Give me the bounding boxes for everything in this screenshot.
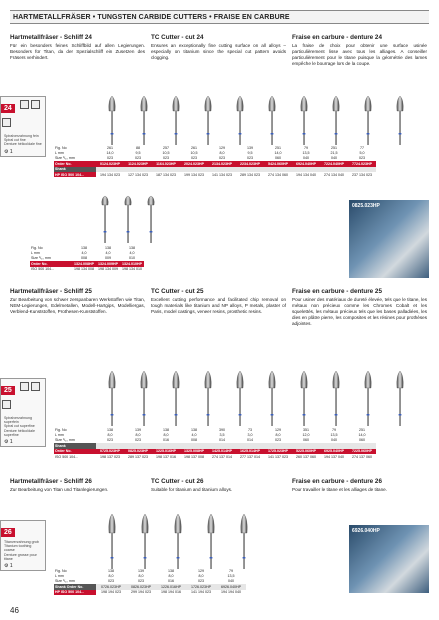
en-title: TC Cutter - cut 25 bbox=[151, 288, 204, 295]
row-label: HP ISO 500 104... bbox=[54, 172, 96, 177]
table-cell: 7225.060HP bbox=[348, 449, 376, 454]
spec-table-26 bbox=[54, 568, 246, 595]
table-cell: 138 bbox=[168, 568, 174, 573]
table-row bbox=[54, 449, 376, 454]
table-cell: 023 bbox=[107, 438, 113, 443]
bur-image bbox=[267, 95, 277, 145]
table-cell: 3,0 bbox=[247, 433, 253, 438]
table-cell: 023 bbox=[138, 579, 144, 584]
bur-image bbox=[239, 513, 249, 569]
table-cell: 060 bbox=[303, 438, 309, 443]
row-label: Shank Order No. bbox=[54, 584, 96, 589]
page-number: 46 bbox=[10, 606, 19, 615]
table-cell: 187 134 023 bbox=[156, 172, 176, 177]
spec-table-24-small bbox=[30, 245, 144, 272]
table-cell: 88 bbox=[136, 145, 140, 150]
table-cell: 023 bbox=[108, 579, 114, 584]
cut-badge: 24 bbox=[1, 104, 15, 113]
table-cell: 141 137 023 bbox=[268, 454, 288, 459]
table-cell: 260 137 060 bbox=[296, 454, 316, 459]
row-label: Shank bbox=[54, 167, 96, 172]
bur-image bbox=[171, 95, 181, 145]
row-label: Size ¹/₁₀ mm bbox=[55, 579, 75, 584]
table-cell: 1124.023HP bbox=[124, 161, 152, 166]
de-title: Hartmetallfräser - Schliff 25 bbox=[10, 288, 92, 295]
table-cell: 6924.040HP bbox=[292, 161, 320, 166]
table-cell: 6926.040HP bbox=[216, 584, 246, 589]
table-cell: 016 bbox=[163, 438, 169, 443]
bur-image bbox=[206, 513, 216, 569]
table-cell: 129 bbox=[219, 145, 225, 150]
table-cell: 1324.009HP bbox=[96, 261, 120, 266]
bur-image bbox=[299, 370, 309, 426]
table-cell: 0826.023HP bbox=[126, 584, 156, 589]
table-cell: 198 134 010 bbox=[122, 267, 142, 272]
bur-image bbox=[100, 195, 110, 243]
cut-info-box-24 bbox=[0, 96, 46, 157]
row-label: Order No. bbox=[54, 449, 96, 454]
table-cell: 13,5 bbox=[302, 151, 310, 156]
table-cell: 289 137 023 bbox=[128, 454, 148, 459]
row-label: Order No. bbox=[30, 261, 72, 266]
row-label: Order No. bbox=[54, 161, 96, 166]
table-cell: 1324.010HP bbox=[120, 261, 144, 266]
table-cell: 289 134 023 bbox=[240, 172, 260, 177]
table-cell: 79 bbox=[304, 145, 308, 150]
row-label: HP ISO 500 104... bbox=[54, 590, 96, 595]
table-cell: 194 134 040 bbox=[296, 172, 316, 177]
bur-image bbox=[235, 370, 245, 426]
spec-table-24 bbox=[54, 145, 376, 177]
bur-image bbox=[267, 370, 277, 426]
table-cell: 198 137 008 bbox=[184, 454, 204, 459]
table-cell: 198 134 008 bbox=[74, 267, 94, 272]
bur-image bbox=[123, 195, 133, 243]
table-cell: 008 bbox=[81, 256, 87, 261]
table-cell: 1226.016HP bbox=[156, 584, 186, 589]
table-cell: 5225.060HP bbox=[292, 449, 320, 454]
de-text: Für ein besonders feines Schliffbild auf allen Legierungen. Besonders für Titan, da der Spezialschliff ein Zusetzen des Fräsers verhindert. bbox=[10, 43, 145, 60]
table-cell: 1325.008HP bbox=[180, 449, 208, 454]
table-cell: 1225.016HP bbox=[152, 449, 180, 454]
table-cell: 274 137 014 bbox=[212, 454, 232, 459]
table-cell: 261 bbox=[191, 145, 197, 150]
table-cell: 138 bbox=[107, 427, 113, 432]
cut-info-box-26 bbox=[0, 520, 46, 571]
table-cell: 0825.023HP bbox=[124, 449, 152, 454]
material-icon bbox=[20, 100, 29, 109]
table-cell: 237 134 023 bbox=[352, 172, 372, 177]
bur-image bbox=[146, 195, 156, 243]
row-label: Fig. No bbox=[55, 427, 67, 432]
cut-description: Spiralverzahnung fein Spiral cut fine Denture hélicoïdale fine bbox=[4, 134, 42, 147]
table-cell: 251 bbox=[275, 145, 281, 150]
table-cell: 8,0 bbox=[163, 433, 169, 438]
table-cell: 274 134 060 bbox=[268, 172, 288, 177]
section-cut-25 bbox=[10, 288, 429, 327]
table-cell: 016 bbox=[168, 579, 174, 584]
material-icon bbox=[31, 100, 40, 109]
table-cell: 351 bbox=[303, 427, 309, 432]
table-cell: 023 bbox=[107, 156, 113, 161]
row-label: Size ¹/₁₀ mm bbox=[55, 438, 75, 443]
table-cell: 8,0 bbox=[275, 433, 281, 438]
table-cell: 198 134 009 bbox=[98, 267, 118, 272]
table-cell: 257 bbox=[163, 145, 169, 150]
table-row bbox=[54, 454, 376, 459]
table-cell: 9,5 bbox=[135, 151, 141, 156]
speed-symbol: ⚙ 1 bbox=[4, 148, 13, 155]
bur-image bbox=[203, 95, 213, 145]
material-icon bbox=[31, 382, 40, 391]
table-cell: 251 bbox=[331, 145, 337, 150]
cut-badge: 25 bbox=[1, 386, 15, 395]
table-cell: 7724.023HP bbox=[348, 161, 376, 166]
speed-symbol: ⚙ 1 bbox=[4, 439, 13, 446]
table-cell: 010 bbox=[129, 256, 135, 261]
table-cell: 138 bbox=[163, 427, 169, 432]
table-cell: 138 bbox=[105, 245, 111, 250]
table-cell: 040 bbox=[331, 156, 337, 161]
table-cell: 199 134 023 bbox=[184, 172, 204, 177]
table-cell: 10,5 bbox=[162, 151, 170, 156]
table-cell: 0725.023HP bbox=[96, 449, 124, 454]
table-cell: 0726.023HP bbox=[96, 584, 126, 589]
bur-image bbox=[331, 95, 341, 145]
table-cell: 023 bbox=[198, 579, 204, 584]
table-cell: 139 bbox=[247, 145, 253, 150]
de-text: Zur Bearbeitung von schwer zerspanbaren Werkstoffen wie Titan, NEM-Legierungen, Edelmetallen, Modell-Hartgips, Modelliergas, Verblend-Kunststoffen, Prothesen-Kunststoffen. bbox=[10, 297, 145, 314]
table-cell: 138 bbox=[129, 245, 135, 250]
table-cell: 023 bbox=[247, 156, 253, 161]
en-text: Suitable for titanium and titanium alloys. bbox=[151, 487, 233, 492]
table-cell: 8,0 bbox=[138, 574, 144, 579]
row-label: ISO 500 104... bbox=[55, 454, 79, 459]
bur-image bbox=[363, 95, 373, 145]
table-cell: 014 bbox=[219, 438, 225, 443]
row-label: L mm bbox=[55, 151, 64, 156]
material-icon bbox=[2, 400, 11, 409]
table-row bbox=[54, 172, 376, 177]
table-cell: 1324.008HP bbox=[72, 261, 96, 266]
table-cell: 198 137 016 bbox=[156, 454, 176, 459]
table-cell: 060 bbox=[359, 438, 365, 443]
bur-image bbox=[203, 370, 213, 426]
row-label: Shank bbox=[54, 443, 96, 448]
bur-image bbox=[139, 370, 149, 426]
cut-badge: 26 bbox=[1, 528, 15, 537]
bur-image bbox=[395, 370, 405, 426]
table-cell: 1725.023HP bbox=[264, 449, 292, 454]
table-cell: 1164.023HP bbox=[152, 161, 180, 166]
table-row bbox=[30, 261, 144, 266]
row-label: L mm bbox=[55, 433, 64, 438]
table-cell: 3,5 bbox=[219, 433, 225, 438]
table-cell: 198 194 023 bbox=[101, 590, 121, 595]
table-cell: 138 bbox=[81, 245, 87, 250]
table-cell: 4,0 bbox=[105, 251, 111, 256]
table-cell: 8,0 bbox=[198, 574, 204, 579]
bur-image bbox=[299, 95, 309, 145]
table-cell: 141 134 023 bbox=[212, 172, 232, 177]
table-cell: 008 bbox=[191, 438, 197, 443]
table-cell: 4,0 bbox=[191, 433, 197, 438]
table-cell: 194 137 040 bbox=[324, 454, 344, 459]
table-cell: 73 bbox=[248, 427, 252, 432]
fr-title: Fraise en carbure - denture 24 bbox=[292, 34, 382, 41]
table-cell: 009 bbox=[105, 256, 111, 261]
table-cell: 13,5 bbox=[330, 433, 338, 438]
cut-description: Spiralverzahnung superfein Spiral cut superfine Denture hélicoïdale superfine bbox=[4, 416, 35, 437]
en-title: TC Cutter - cut 26 bbox=[151, 478, 204, 485]
table-cell: 1425.014HP bbox=[208, 449, 236, 454]
table-cell: 194 194 040 bbox=[221, 590, 241, 595]
table-cell: 390 bbox=[219, 427, 225, 432]
table-cell: 040 bbox=[331, 438, 337, 443]
bur-image bbox=[107, 370, 117, 426]
table-cell: 198 194 016 bbox=[161, 590, 181, 595]
table-cell: 040 bbox=[303, 156, 309, 161]
bur-image bbox=[235, 95, 245, 145]
table-cell: 4,0 bbox=[81, 251, 87, 256]
fr-title: Fraise en carbure - denture 26 bbox=[292, 478, 382, 485]
cut-description: Titanverzahnung grob Titanium toothing coarse Denture grosse pour titane bbox=[4, 540, 39, 561]
table-cell: 8,0 bbox=[135, 433, 141, 438]
table-cell: 023 bbox=[275, 438, 281, 443]
bur-image bbox=[171, 370, 181, 426]
table-cell: 7224.040HP bbox=[320, 161, 348, 166]
table-cell: 274 137 060 bbox=[352, 454, 372, 459]
table-cell: 194 134 023 bbox=[100, 172, 120, 177]
table-cell: 139 bbox=[135, 427, 141, 432]
table-cell: 1625.014HP bbox=[236, 449, 264, 454]
section-cut-24 bbox=[10, 34, 429, 67]
table-cell: 277 137 014 bbox=[240, 454, 260, 459]
row-label: Fig. No bbox=[55, 145, 67, 150]
table-row bbox=[54, 161, 376, 166]
table-cell: 5424.060HP bbox=[264, 161, 292, 166]
table-cell: 261 bbox=[107, 145, 113, 150]
table-cell: 13,5 bbox=[227, 574, 235, 579]
en-title: TC Cutter - cut 24 bbox=[151, 34, 204, 41]
table-cell: 023 bbox=[219, 156, 225, 161]
table-cell: 251 bbox=[359, 427, 365, 432]
table-cell: 198 137 023 bbox=[100, 454, 120, 459]
material-icon bbox=[2, 118, 11, 127]
table-cell: 023 bbox=[163, 156, 169, 161]
bur-image bbox=[140, 513, 150, 569]
table-cell: 2134.023HP bbox=[208, 161, 236, 166]
table-cell: 79 bbox=[332, 427, 336, 432]
product-photo-26: 6926.040HP bbox=[349, 525, 429, 593]
table-cell: 8,0 bbox=[219, 151, 225, 156]
table-cell: 6925.040HP bbox=[320, 449, 348, 454]
row-label: Size ¹/₁₀ mm bbox=[55, 156, 75, 161]
row-label: L mm bbox=[55, 574, 64, 579]
table-cell: 8,0 bbox=[168, 574, 174, 579]
bur-image bbox=[107, 513, 117, 569]
fr-text: La fraise de choix pour obtenir une surface usinée particulièrement lisse avec tous les alliages. A conseiller particulièrement pour le titane puisque la géométrie des lames empêche le bourrage lors de la coupe. bbox=[292, 43, 427, 66]
table-cell: 77 bbox=[360, 145, 364, 150]
row-label: Size ¹/₁₀ mm bbox=[31, 256, 51, 261]
table-cell: 040 bbox=[228, 579, 234, 584]
de-title: Hartmetallfräser - Schliff 26 bbox=[10, 478, 92, 485]
en-text: Ensures an exceptionally fine cutting surface on all alloys – especially on titanium since the special cut pattern avoids clogging. bbox=[151, 43, 286, 60]
section-cut-26 bbox=[10, 478, 429, 493]
table-cell: 129 bbox=[198, 568, 204, 573]
table-cell: 0124.023HP bbox=[96, 161, 124, 166]
table-cell: 14,0 bbox=[358, 433, 366, 438]
table-cell: 138 bbox=[108, 568, 114, 573]
table-cell: 4,0 bbox=[129, 251, 135, 256]
table-cell: 299 194 023 bbox=[131, 590, 151, 595]
table-cell: 129 bbox=[275, 427, 281, 432]
table-cell: 21,5 bbox=[330, 151, 338, 156]
table-cell: 023 bbox=[135, 438, 141, 443]
fr-title: Fraise en carbure - denture 25 bbox=[292, 288, 382, 295]
table-cell: 79 bbox=[229, 568, 233, 573]
table-cell: 1726.023HP bbox=[186, 584, 216, 589]
table-cell: 8,0 bbox=[108, 574, 114, 579]
row-label: Fig. No bbox=[55, 568, 67, 573]
table-cell: 5,0 bbox=[359, 151, 365, 156]
table-cell: 127 134 023 bbox=[128, 172, 148, 177]
table-cell: 2234.023HP bbox=[236, 161, 264, 166]
en-text: Excellent cutting performance and facilitated chip removal on tough materials like titanium and NP alloys, P metals, plaster of Paris, model castings, veneer resins, prosthetic resins. bbox=[151, 297, 286, 314]
table-row bbox=[30, 267, 144, 272]
table-cell: 023 bbox=[359, 156, 365, 161]
cut-info-box-25 bbox=[0, 378, 46, 447]
fr-text: Pour usiner des matériaux de dureté élevée, tels que le titane, les métaux non précieux comme les Chromes Cobalt et les squelettés, les métaux précieux tels que les bases palladiées, les dies en plâtre pierre, les composites et les résines pour prothèses adjointes. bbox=[292, 297, 427, 326]
table-cell: 023 bbox=[135, 156, 141, 161]
bur-image bbox=[139, 95, 149, 145]
table-cell: 9,5 bbox=[247, 151, 253, 156]
table-cell: 14,0 bbox=[274, 151, 282, 156]
de-title: Hartmetallfräser - Schliff 24 bbox=[10, 34, 92, 41]
bur-image bbox=[363, 370, 373, 426]
table-cell: 8,0 bbox=[107, 433, 113, 438]
spec-table-25 bbox=[54, 427, 376, 459]
page-header: HARTMETALLFRÄSER • TUNGSTEN CARBIDE CUTTERS • FRAISE EN CARBURE bbox=[10, 10, 429, 24]
speed-symbol: ⚙ 1 bbox=[4, 563, 13, 570]
fr-text: Pour travailler le titane et les alliages de titane. bbox=[292, 487, 387, 492]
table-cell: 10,5 bbox=[190, 151, 198, 156]
table-cell: 141 194 023 bbox=[191, 590, 211, 595]
table-cell: 060 bbox=[275, 156, 281, 161]
table-cell: 2024.023HP bbox=[180, 161, 208, 166]
table-cell: 014 bbox=[247, 438, 253, 443]
row-label: L mm bbox=[31, 251, 40, 256]
table-cell: 139 bbox=[138, 568, 144, 573]
table-cell: 138 bbox=[191, 427, 197, 432]
table-cell: 023 bbox=[191, 156, 197, 161]
table-cell: 274 134 040 bbox=[324, 172, 344, 177]
bur-image bbox=[173, 513, 183, 569]
table-row bbox=[54, 590, 246, 595]
bur-image bbox=[331, 370, 341, 426]
de-text: Zur Bearbeitung von Titan und Titanlegierungen. bbox=[10, 487, 109, 492]
bur-image bbox=[107, 95, 117, 145]
bur-image bbox=[395, 95, 405, 145]
row-label: ISO 500 104... bbox=[31, 267, 55, 272]
table-cell: 14,0 bbox=[106, 151, 114, 156]
product-photo: 0825.023HP bbox=[349, 200, 429, 278]
row-label: Fig. No bbox=[31, 245, 43, 250]
table-cell: 12,0 bbox=[302, 433, 310, 438]
material-icon bbox=[20, 382, 29, 391]
